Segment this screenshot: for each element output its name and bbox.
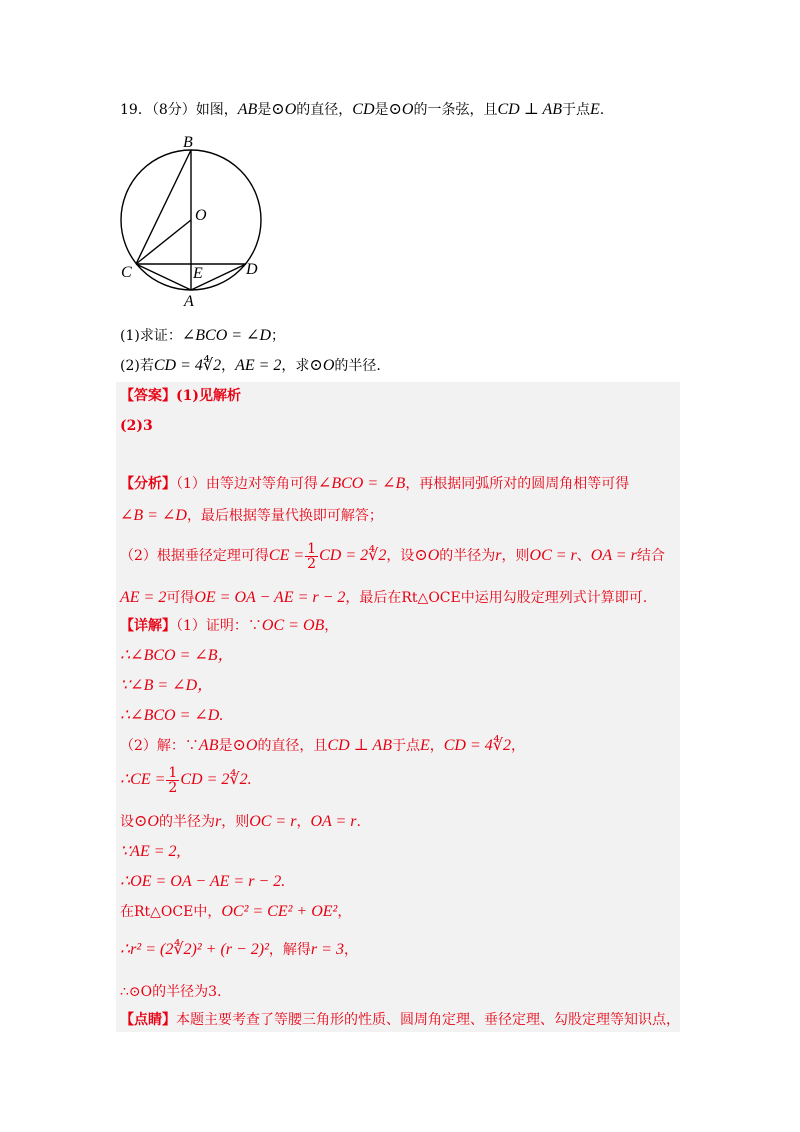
label-e: E	[193, 265, 203, 282]
analysis-tag: 【分析】	[120, 476, 176, 492]
detail-line-11: ∴r² = (2∜2)² + (r − 2)²，解得r = 3，	[120, 941, 358, 958]
detail-line-4: ∴∠BCO = ∠D.	[120, 707, 224, 724]
detail-line-10: 在Rt△OCE中，OC² = CE² + OE²，	[120, 903, 352, 920]
label-c: C	[121, 264, 132, 281]
question-number: 19．	[120, 102, 152, 118]
detail-line-3: ∵∠B = ∠D，	[120, 677, 214, 694]
detail-line-7: 设⊙O的半径为r，则OC = r，OA = r.	[120, 813, 361, 830]
detail-line-6: ∴CE = $\frac{1}{2}$ CD = 2∜2.	[120, 764, 252, 796]
answer-line-2: (2)3	[120, 418, 153, 434]
detail-line-1: 【详解】（1）证明：∵OC = OB，	[120, 617, 339, 634]
answer-heading: 【答案】(1)见解析	[120, 388, 241, 404]
fraction-half: $\frac{1}{2}$	[307, 540, 317, 572]
label-a: A	[184, 293, 194, 310]
question-part-1: (1)求证：∠BCO = ∠D；	[120, 327, 286, 344]
question-stem: 19．（8分）如图，AB是⊙O的直径，CD是⊙O的一条弦，且CD ⊥ AB于点E.	[120, 101, 605, 118]
detail-line-5: （2）解：∵AB是⊙O的直径，且CD ⊥ AB于点E，CD = 4∜2，	[120, 737, 525, 754]
label-d: D	[246, 261, 258, 278]
comment-line: 【点睛】本题主要考查了等腰三角形的性质、圆周角定理、垂径定理、勾股定理等知识点，	[120, 1012, 680, 1028]
analysis-line-2: ∠B = ∠D，最后根据等量代换即可解答；	[120, 507, 383, 524]
detail-line-2: ∴∠BCO = ∠B，	[120, 647, 234, 664]
segment-co	[136, 220, 191, 264]
analysis-line-3: （2）根据垂径定理可得CE = $\frac{1}{2}$ CD = 2∜2，设⊙O的半径为r，则OC = r、OA = r结合	[120, 540, 665, 572]
detail-line-8: ∵AE = 2,	[120, 843, 181, 860]
detail-tag: 【详解】	[120, 618, 176, 634]
geometry-diagram	[110, 130, 280, 310]
comment-tag: 【点睛】	[120, 1012, 176, 1028]
answer-tag: 【答案】	[120, 388, 176, 404]
fraction-half-2: $\frac{1}{2}$	[168, 764, 178, 796]
analysis-line-4: AE = 2可得OE = OA − AE = r − 2，最后在Rt△OCE中运用勾股定理列式计算即可.	[120, 589, 648, 606]
segment-ca	[136, 264, 191, 290]
detail-line-12: ∴⊙O的半径为3.	[120, 984, 222, 1000]
question-part-2: (2)若CD = 4∜2，AE = 2，求⊙O的半径.	[120, 357, 381, 374]
label-b: B	[183, 134, 193, 151]
analysis-line-1: 【分析】（1）由等边对等角可得∠BCO = ∠B，再根据同弧所对的圆周角相等可得	[120, 475, 630, 492]
detail-line-9: ∴OE = OA − AE = r − 2.	[120, 873, 286, 890]
label-o: O	[195, 207, 207, 224]
